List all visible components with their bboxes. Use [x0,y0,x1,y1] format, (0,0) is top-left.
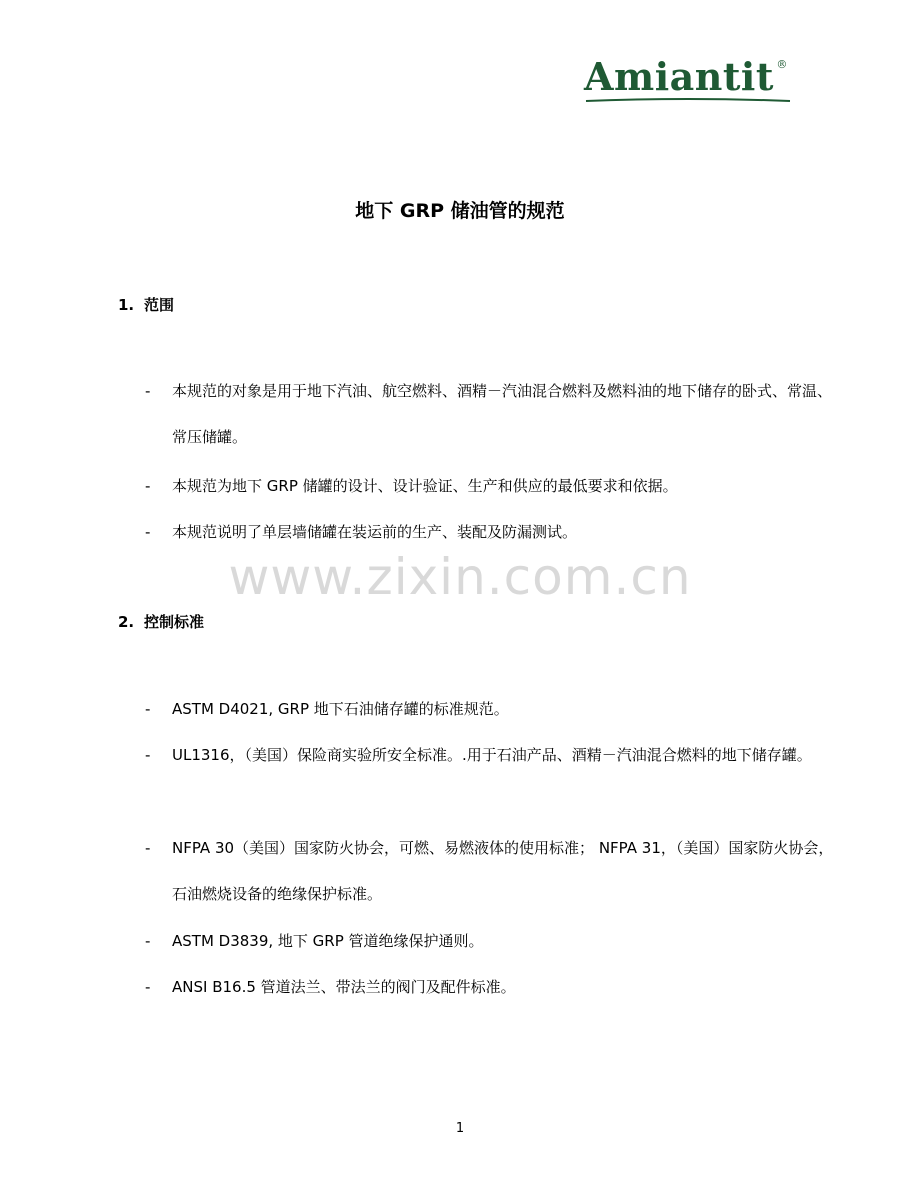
list-item [145,732,835,778]
section-heading-standards [118,611,204,632]
bullet-dash: - [145,839,151,857]
document-title: 地下 GRP 储油管的规范 [355,200,565,222]
list-item-text: UL1316，（美国）保险商实验所安全标准。.用于石油产品、酒精－汽油混合燃料的地下储存罐。 [172,746,812,764]
section-number: 2. [118,613,135,631]
list-item-text: 本规范为地下 GRP 储罐的设计、设计验证、生产和供应的最低要求和依据。 [172,477,678,495]
registered-mark: ® [776,58,788,71]
bullet-dash: - [145,746,151,764]
list-item-text: NFPA 30（美国）国家防火协会，可燃、易燃液体的使用标准； NFPA 31，（美国）国家防火协会， 石油燃烧设备的绝缘保护标准。 [172,839,834,903]
list-item [145,825,835,917]
section-title: 控制标准 [144,613,205,631]
list-item [145,918,835,964]
section-heading-scope [118,294,174,315]
bullet-dash: - [145,932,151,950]
logo-text: Amiantit [584,54,774,99]
bullet-dash: - [145,700,151,718]
list-item [145,686,835,732]
list-item-text: 本规范的对象是用于地下汽油、航空燃料、酒精－汽油混合燃料及燃料油的地下储存的卧式、常温、常压储罐。 [172,382,833,446]
bullet-dash: - [145,523,151,541]
list-item [145,368,835,460]
bullet-dash: - [145,978,151,996]
bullet-dash: - [145,477,151,495]
page-number: 1 [455,1121,465,1136]
list-item-text: ASTM D3839, 地下 GRP 管道绝缘保护通则。 [172,932,484,950]
list-item-text: ASTM D4021, GRP 地下石油储存罐的标准规范。 [172,700,509,718]
watermark: www.zixin.com.cn [228,548,692,606]
list-item-text: ANSI B16.5 管道法兰、带法兰的阀门及配件标准。 [172,978,516,996]
list-item [145,964,835,1010]
logo-swoosh-icon [584,96,794,104]
bullet-dash: - [145,382,151,400]
section-number: 1. [118,296,135,314]
amiantit-logo [584,54,788,99]
section-title: 范围 [144,296,175,314]
list-item [145,463,835,509]
list-item-text: 本规范说明了单层墙储罐在装运前的生产、装配及防漏测试。 [172,523,578,541]
